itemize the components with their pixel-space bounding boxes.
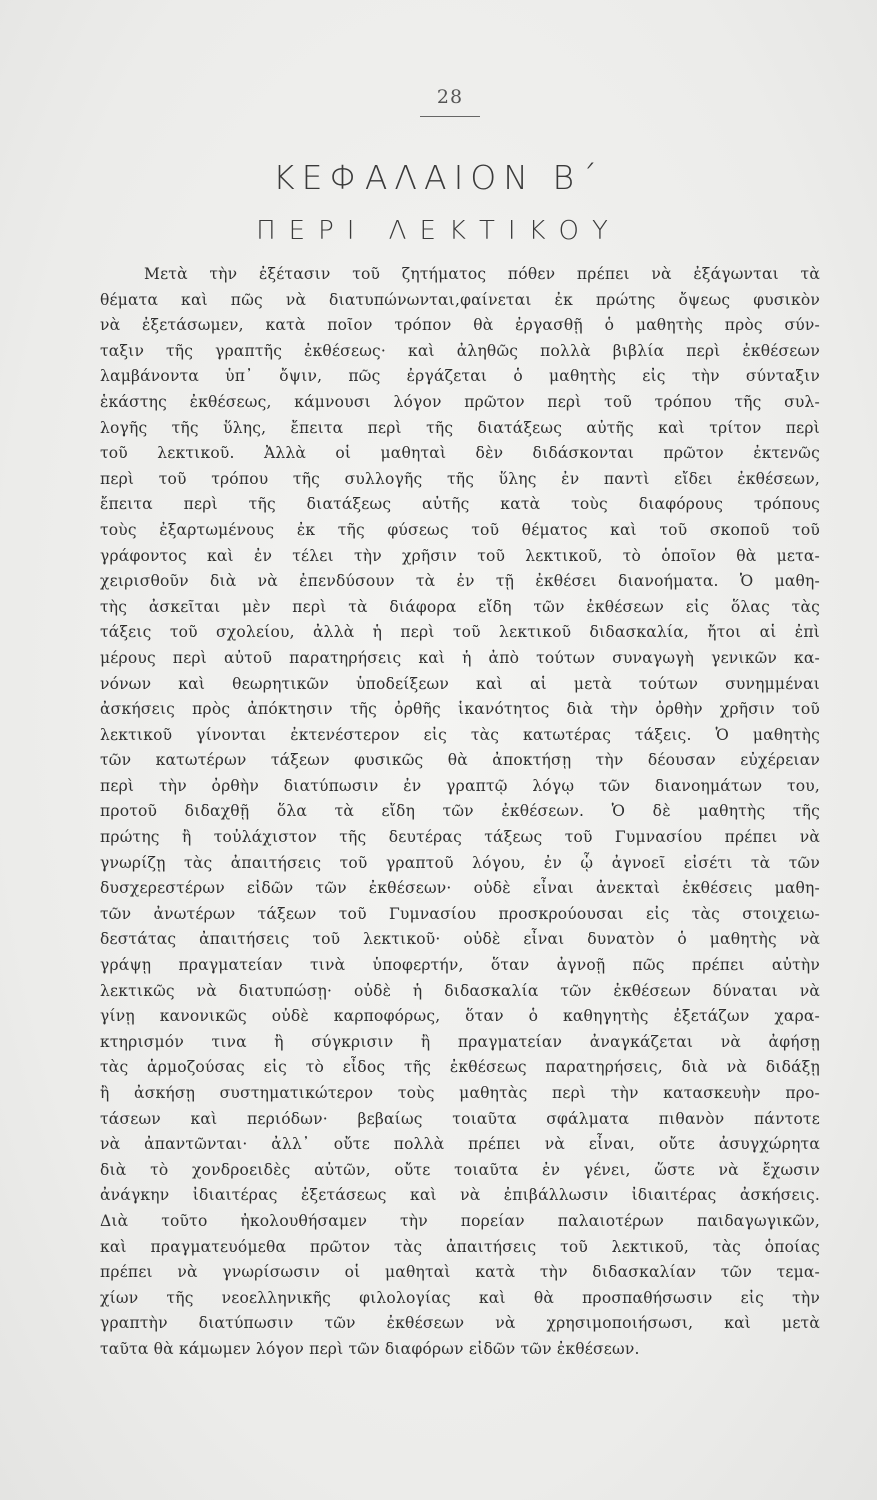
text-line: γράψῃ πραγματείαν τινὰ ὑποφερτήν, ὅταν ἀγνοῇ πῶς πρέπει αὐτὴν <box>100 956 820 975</box>
text-line: ταῦτα θὰ κάμωμεν λόγον περὶ τῶν διαφόρων εἰδῶν τῶν ἐκθέσεων. <box>100 1339 640 1358</box>
text-line: διὰ τὸ χονδροειδὲς αὐτῶν, οὔτε τοιαῦτα ἐν γένει, ὥστε νὰ ἔχωσιν <box>100 1160 820 1179</box>
text-line: λογῆς τῆς ὕλης, ἔπειτα περὶ τῆς διατάξεως αὐτῆς καὶ τρίτον περὶ <box>100 418 820 437</box>
text-line: χίων τῆς νεοελληνικῆς φιλολογίας καὶ θὰ προσπαθήσωσιν εἰς τὴν <box>100 1288 820 1307</box>
text-line: τάξεις τοῦ σχολείου, ἀλλὰ ἡ περὶ τοῦ λεκτικοῦ διδασκαλία, ἤτοι αἱ ἐπὶ <box>100 623 820 642</box>
text-line: Μετὰ τὴν ἐξέτασιν τοῦ ζητήματος πόθεν πρέπει νὰ ἐξάγωνται τὰ <box>144 265 820 283</box>
text-line: λεκτικῶς νὰ διατυπώσῃ· οὐδὲ ἡ διδασκαλία τῶν ἐκθέσεων δύναται νὰ <box>100 981 820 1000</box>
text-line: τὴς ἀσκεῖται μὲν περὶ τὰ διάφορα εἴδη τῶν ἐκθέσεων εἰς ὅλας τὰς <box>100 597 820 616</box>
text-line: γίνῃ κανονικῶς οὐδὲ καρποφόρως, ὅταν ὁ καθηγητὴς ἐξετάζων χαρα- <box>100 1007 820 1026</box>
text-line: ἀσκήσεις πρὸς ἀπόκτησιν τῆς ὀρθῆς ἱκανότητος διὰ τὴν ὀρθὴν χρῆσιν τοῦ <box>100 700 820 719</box>
body-text <box>100 262 820 1363</box>
page-number-rule <box>420 116 480 117</box>
page-number: 28 <box>436 86 464 108</box>
text-line: λεκτικοῦ γίνονται ἐκτενέστερον εἰς τὰς κατωτέρας τάξεις. Ὁ μαθητὴς <box>100 725 820 744</box>
text-line: τὰς ἁρμοζούσας εἰς τὸ εἶδος τῆς ἐκθέσεως παρατηρήσεις, διὰ νὰ διδάξῃ <box>100 1058 820 1077</box>
text-line: γράφοντος καὶ ἐν τέλει τὴν χρῆσιν τοῦ λεκτικοῦ, τὸ ὁποῖον θὰ μετα- <box>100 546 820 565</box>
text-line: δυσχερεστέρων εἰδῶν τῶν ἐκθέσεων· οὐδὲ εἶναι ἀνεκταὶ ἐκθέσεις μαθη- <box>100 879 820 898</box>
text-line: χειρισθοῦν διὰ νὰ ἐπενδύσουν τὰ ἐν τῇ ἐκθέσει διανοήματα. Ὁ μαθη- <box>100 572 820 591</box>
text-line: περὶ τὴν ὀρθὴν διατύπωσιν ἐν γραπτῷ λόγῳ τῶν διανοημάτων του, <box>100 776 820 795</box>
text-line: κτηρισμόν τινα ἢ σύγκρισιν ἢ πραγματείαν ἀναγκάζεται νὰ ἀφήσῃ <box>100 1032 820 1051</box>
text-line: θέματα καὶ πῶς νὰ διατυπώνωνται,φαίνεται ἐκ πρώτης ὄψεως φυσικὸν <box>100 290 820 309</box>
chapter-title: ΚΕΦΑΛΑΙΟΝ Β΄ <box>272 158 605 197</box>
text-line: πρώτης ἢ τοὐλάχιστον τῆς δευτέρας τάξεως τοῦ Γυμνασίου πρέπει νὰ <box>100 828 820 847</box>
text-line: ἀνάγκην ἰδιαιτέρας ἐξετάσεως καὶ νὰ ἐπιβάλλωσιν ἰδιαιτέρας ἀσκήσεις. <box>100 1186 820 1205</box>
text-line: Διὰ τοῦτο ἠκολουθήσαμεν τὴν πορείαν παλαιοτέρων παιδαγωγικῶν, <box>100 1211 820 1230</box>
text-line: γνωρίζῃ τὰς ἀπαιτήσεις τοῦ γραπτοῦ λόγου, ἐν ᾧ ἀγνοεῖ εἰσέτι τὰ τῶν <box>100 853 820 872</box>
text-line: πρέπει νὰ γνωρίσωσιν οἱ μαθηταὶ κατὰ τὴν διδασκαλίαν τῶν τεμα- <box>100 1263 820 1282</box>
text-line: μέρους περὶ αὐτοῦ παρατηρήσεις καὶ ἡ ἀπὸ τούτων συναγωγὴ γενικῶν κα- <box>100 648 820 667</box>
text-line: γραπτὴν διατύπωσιν τῶν ἐκθέσεων νὰ χρησιμοποιήσωσι, καὶ μετὰ <box>100 1314 820 1333</box>
text-line: τῶν κατωτέρων τάξεων φυσικῶς θὰ ἀποκτήσῃ τὴν δέουσαν εὐχέρειαν <box>100 751 820 770</box>
text-line: λαμβάνοντα ὑπ᾽ ὄψιν, πῶς ἐργάζεται ὁ μαθητὴς εἰς τὴν σύνταξιν <box>100 367 820 386</box>
text-line: περὶ τοῦ τρόπου τῆς συλλογῆς τῆς ὕλης ἐν παντὶ εἴδει ἐκθέσεων, <box>100 469 820 488</box>
text-line: καὶ πραγματευόμεθα πρῶτον τὰς ἀπαιτήσεις τοῦ λεκτικοῦ, τὰς ὁποίας <box>100 1237 820 1256</box>
text-line: δεστάτας ἀπαιτήσεις τοῦ λεκτικοῦ· οὐδὲ εἶναι δυνατὸν ὁ μαθητὴς νὰ <box>100 930 820 949</box>
section-title: ΠΕΡΙ ΛΕΚΤΙΚΟΥ <box>256 216 621 246</box>
text-line: νὰ ἐξετάσωμεν, κατὰ ποῖον τρόπον θὰ ἐργασθῇ ὁ μαθητὴς πρὸς σύν- <box>100 316 820 335</box>
text-line: τῶν ἀνωτέρων τάξεων τοῦ Γυμνασίου προσκρούουσαι εἰς τὰς στοιχειω- <box>100 904 820 923</box>
text-line: ταξιν τῆς γραπτῆς ἐκθέσεως· καὶ ἀληθῶς πολλὰ βιβλία περὶ ἐκθέσεων <box>100 341 820 360</box>
text-line: τοῦ λεκτικοῦ. Ἀλλὰ οἱ μαθηταὶ δὲν διδάσκονται πρῶτον ἐκτενῶς <box>100 444 820 463</box>
text-line: τοὺς ἐξαρτωμένους ἐκ τῆς φύσεως τοῦ θέματος καὶ τοῦ σκοποῦ τοῦ <box>100 520 820 539</box>
text-line: ἑκάστης ἐκθέσεως, κάμνουσι λόγον πρῶτον περὶ τοῦ τρόπου τῆς συλ- <box>100 392 820 411</box>
text-line: προτοῦ διδαχθῇ ὅλα τὰ εἴδη τῶν ἐκθέσεων. Ὁ δὲ μαθητὴς τῆς <box>100 802 820 821</box>
text-line: ἢ ἀσκήσῃ συστηματικώτερον τοὺς μαθητὰς περὶ τὴν κατασκευὴν προ- <box>100 1084 820 1102</box>
text-line: νόνων καὶ θεωρητικῶν ὑποδείξεων καὶ αἱ μετὰ τούτων συνημμέναι <box>100 674 820 693</box>
text-line: νὰ ἀπαντῶνται· ἀλλ᾽ οὔτε πολλὰ πρέπει νὰ εἶναι, οὔτε ἀσυγχώρητα <box>100 1135 820 1154</box>
text-line: τάσεων καὶ περιόδων· βεβαίως τοιαῦτα σφάλματα πιθανὸν πάντοτε <box>100 1109 820 1128</box>
text-line: ἔπειτα περὶ τῆς διατάξεως αὐτῆς κατὰ τοὺς διαφόρους τρόπους <box>100 495 820 514</box>
